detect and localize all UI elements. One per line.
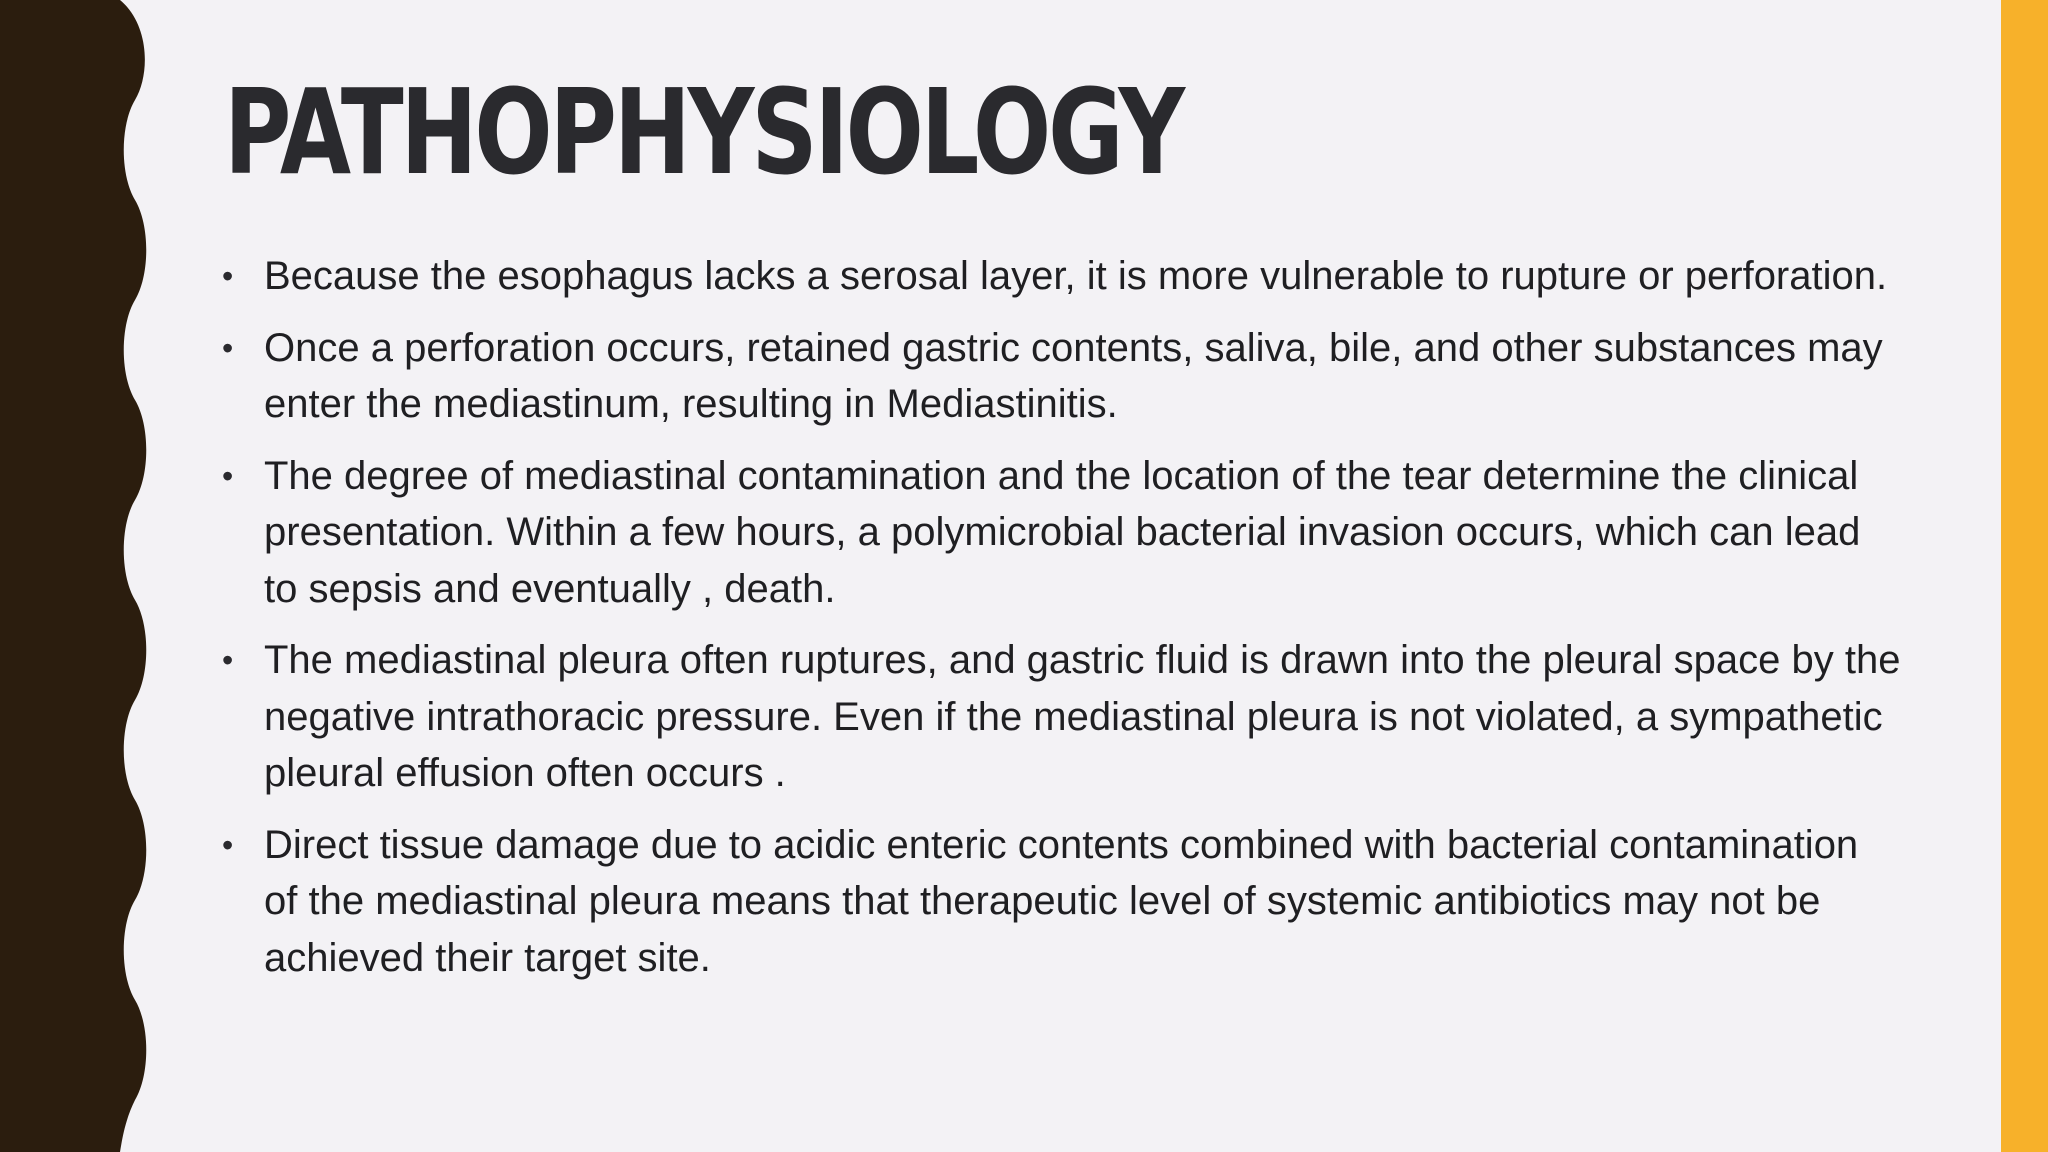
bullet-text: Direct tissue damage due to acidic enteric contents combined with bacterial contamination of the mediastinal pleura means that therapeutic level of systemic antibiotics may not be achieved their target site. — [264, 822, 1859, 980]
bullet-text: Because the esophagus lacks a serosal layer, it is more vulnerable to rupture or perforation. — [264, 254, 1888, 298]
right-accent-bar — [2001, 0, 2048, 1152]
bullet-glyph: • — [222, 826, 234, 863]
bullet-item — [222, 320, 1902, 433]
bullet-text: The mediastinal pleura often ruptures, and gastric fluid is drawn into the pleural space by the negative intrathoracic pressure. Even if the mediastinal pleura is not violated, a sympathetic pleural effusion often occurs . — [264, 638, 1901, 795]
wavy-left-border — [0, 0, 160, 1152]
bullet-text: The degree of mediastinal contamination and the location of the tear determine the clinical presentation. Within a few hours, a polymicrobial bacterial invasion occurs, which can lead to sepsis and eventually , death. — [264, 453, 1861, 611]
bullet-item — [222, 817, 1902, 987]
bullet-glyph: • — [222, 457, 234, 494]
bullet-glyph: • — [222, 642, 234, 678]
bullet-item — [222, 248, 1902, 305]
bullet-text: Once a perforation occurs, retained gastric contents, saliva, bile, and other substances may enter the mediastinum, resulting in Mediastinitis. — [264, 325, 1883, 426]
bullet-glyph: • — [222, 258, 234, 294]
bullet-item — [222, 632, 1902, 802]
bullet-glyph: • — [222, 329, 234, 366]
bullet-list — [222, 248, 1902, 1001]
slide-title: PATHOPHYSIOLOGY — [224, 63, 1183, 201]
bullet-item — [222, 448, 1902, 618]
